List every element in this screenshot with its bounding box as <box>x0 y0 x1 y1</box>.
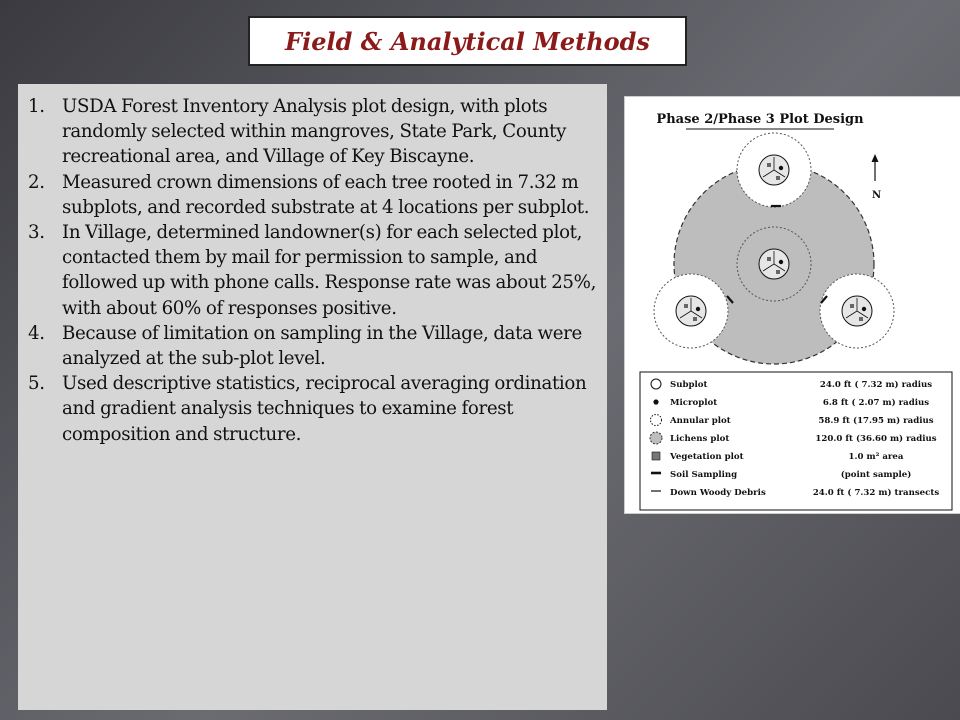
item-text: USDA Forest Inventory Analysis plot design, with plots randomly selected within mangroves, State Park, County recreational area, and Village of Key Biscayne. <box>62 96 567 168</box>
list-item <box>28 220 601 321</box>
plot-design-figure <box>624 96 960 514</box>
legend-value: 24.0 ft ( 7.32 m) radius <box>819 380 933 390</box>
item-text: In Village, determined landowner(s) for each selected plot, contacted them by mail for permission to sample, and followed up with phone calls. Response rate was about 25%, with about 60% of responses positive. <box>62 222 597 319</box>
legend-value: 6.8 ft ( 2.07 m) radius <box>822 398 930 408</box>
north-label: N <box>872 190 882 201</box>
slide-title: Field & Analytical Methods <box>285 26 650 56</box>
legend-value: 58.9 ft (17.95 m) radius <box>818 416 934 426</box>
item-number: 1. <box>28 96 45 117</box>
legend-label: Vegetation plot <box>670 452 744 462</box>
legend-value: 1.0 m² area <box>848 452 904 462</box>
list-item <box>28 371 601 447</box>
subplot-1 <box>759 155 789 185</box>
list-item <box>28 94 601 170</box>
plot-design-diagram <box>624 96 960 514</box>
item-number: 2. <box>28 171 45 193</box>
gray-circle-icon <box>650 432 662 444</box>
item-text: Because of limitation on sampling in the Village, data were analyzed at the sub-plot level. <box>62 322 582 370</box>
legend-value: 24.0 ft ( 7.32 m) transects <box>812 488 940 498</box>
item-number: 5. <box>28 373 45 395</box>
square-icon <box>652 452 660 460</box>
legend-value: 120.0 ft (36.60 m) radius <box>815 434 937 444</box>
legend-label: Microplot <box>670 398 718 408</box>
item-number: 4. <box>28 322 45 344</box>
subplot-2 <box>759 249 789 279</box>
legend-label: Subplot <box>670 380 708 390</box>
legend-label: Down Woody Debris <box>670 488 766 498</box>
subplot-3 <box>676 296 706 326</box>
item-number: 3. <box>28 222 45 244</box>
methods-list-panel <box>18 84 607 710</box>
list-item <box>28 170 601 220</box>
title-box <box>248 16 687 66</box>
legend-value: (point sample) <box>840 470 912 480</box>
subplot-4 <box>842 296 872 326</box>
circle-open-icon <box>651 379 661 389</box>
legend-label: Soil Sampling <box>670 470 738 480</box>
legend-label: Lichens plot <box>670 434 730 444</box>
item-text: Measured crown dimensions of each tree rooted in 7.32 m subplots, and recorded substrate at 4 locations per subplot. <box>62 171 590 218</box>
item-text: Used descriptive statistics, reciprocal averaging ordination and gradient analysis techniques to examine forest composition and structure. <box>62 373 587 445</box>
dotted-circle-icon <box>651 415 662 426</box>
dot-icon <box>653 399 658 404</box>
methods-list <box>28 94 601 447</box>
legend-label: Annular plot <box>670 416 731 426</box>
list-item <box>28 321 601 371</box>
figure-title: Phase 2/Phase 3 Plot Design <box>656 112 864 127</box>
